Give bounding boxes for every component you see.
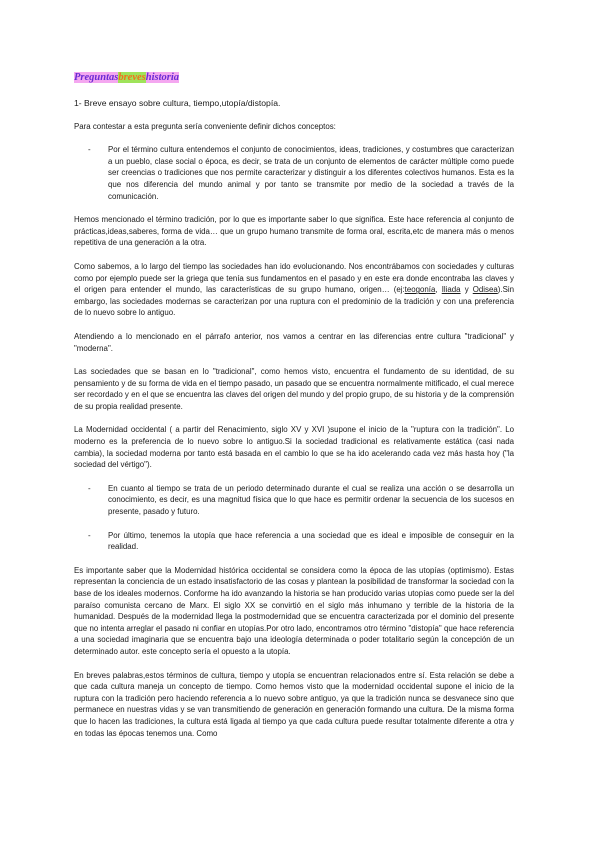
paragraph-atendiendo: Atendiendo a lo mencionado en el párrafo anterior, nos vamos a centrar en las diferencias entre cultura "tradicional" y "moderna".	[74, 331, 514, 353]
paragraph-conclusion: En breves palabras,estos términos de cultura, tiempo y utopía se encuentran relacionados entre sí. Esta relación se debe a que cada cultura maneja un concepto de tiempo. Como hemos visto que la modernidad occidental supone el inicio de la ruptura con la tradición pero haciendo referencia a lo nuevo sobre antiguo, ya que la tradición nunca se desvanece sino que permanece en nuestras vidas y se van transmitiendo de generación en generación formando una cultura. De la misma forma que lo hacen las tradiciones, la cultura está ligada al tiempo ya que cada cultura puede resultar totalmente diferente a otra y en todas las épocas tenemos una. Como	[74, 670, 514, 738]
title-part-historia: historia	[145, 72, 180, 83]
paragraph-evolucion: Como sabemos, a lo largo del tiempo las sociedades han ido evolucionando. Nos encontrábamos con sociedades y culturas como por ejemplo puede ser la griega que tenía sus fundamentos en el pasado y en este era donde encontraba las claves y el origen para entender el mundo, las características de su grupo humano, origen… (ej:teogonía, Iliada y Odisea).Sin embargo, las sociedades modernas se caracterizan por una ruptura con el predominio de la tradición y con una preferencia de lo nuevo sobre lo antiguo.	[74, 261, 514, 318]
bullet-utopia	[88, 530, 514, 553]
question-heading: 1- Breve ensayo sobre cultura, tiempo,utopía/distopía.	[74, 98, 281, 108]
bullet-marker: -	[88, 483, 91, 493]
link-teogonia[interactable]: teogonía	[404, 285, 436, 295]
paragraph-utopias: Es importante saber que la Modernidad histórica occidental se considera como la época de las utopías (optimismo). Estas representan la conciencia de un estado insatisfactorio de las cosas y plantean la posibilidad de transformar la sociedad con la base de los ideales modernos. Conforme ha ido avanzando la historia se han producido varias utopías como puede ser la del paraíso comunista cercano de Marx. El siglo XX se convirtió en el siglo más inhumano y terrible de la historia de la humanidad. Después de la modernidad llega la postmodernidad que se encuentra caracterizada por el dominio del presente que no intenta arreglar el pasado ni confiar en utopías.Por otro lado, encontramos otro término "distopía" que hace referencia a una sociedad imaginaria que se encuentra bajo una ideología determinada o poder totalitario según la concepción de un determinado autor. este concepto sería el opuesto a la utopía.	[74, 565, 514, 656]
bullet-marker: -	[88, 145, 91, 155]
bullet-marker: -	[88, 530, 91, 540]
bullet-tiempo-text: En cuanto al tiempo se trata de un periodo determinado durante el cual se realiza una acción o se desarrolla un conocimiento, es decir, es una magnitud física que lo que hace es permitir ordenar la secuencia de los sucesos en presente, pasado y futuro.	[108, 483, 514, 517]
title-part-preguntas: Preguntas	[74, 72, 119, 83]
paragraph-modernidad: La Modernidad occidental ( a partir del Renacimiento, siglo XV y XVI )supone el inicio de la "ruptura con la tradición". Lo moderno es la preferencia de lo nuevo sobre lo antiguo.Si la sociedad tradicional es relativamente estática (casi nada cambia), la sociedad moderna por tanto está basada en el cambio lo que se ha ido acelerando cada vez más hasta hoy ("la sociedad del vértigo").	[74, 425, 514, 470]
link-iliada[interactable]: Iliada	[441, 285, 461, 295]
bullet-cultura-text: Por el término cultura entendemos el conjunto de conocimientos, ideas, tradiciones, y costumbres que caracterizan a un pueblo, clase social o época, es decir, se trata de un conjunto de elementos de carácter múltiple como puede ser creencias o tradiciones que nos permite caracterizar y distinguir a los diferentes colectivos humanos. Esta es la que nos diferencia del mundo animal y por tanto se transmite por medio de la sociedad a través de la comunicación.	[108, 145, 514, 201]
link-odisea[interactable]: Odisea	[472, 285, 498, 295]
document-title	[74, 72, 514, 86]
intro-paragraph: Para contestar a esta pregunta sería conveniente definir dichos conceptos:	[74, 121, 336, 131]
bullet-cultura	[88, 144, 514, 202]
title-part-breves: breves	[118, 72, 146, 83]
paragraph-tradicional: Las sociedades que se basan en lo "tradicional", como hemos visto, encuentra el fundamento de su identidad, de su pensamiento y de su forma de vida en el tiempo pasado, un pasado que se encuentra normalmente mitificado, el cual merece ser recordado y en el que se encuentra las claves del origen del mundo y del propio grupo, de su historia y de la comprensión de su propia realidad presente.	[74, 367, 514, 411]
bullet-tiempo	[88, 483, 514, 518]
bullet-utopia-text: Por último, tenemos la utopía que hace referencia a una sociedad que es ideal e imposible de conseguir en la realidad.	[108, 530, 514, 552]
paragraph-tradicion: Hemos mencionado el término tradición, por lo que es importante saber lo que significa. Este hace referencia al conjunto de prácticas,ideas,saberes, forma de vida… que un grupo humano transmite de forma oral, escrita,etc de manera más o menos repetitiva de una generación a la otra.	[74, 215, 514, 248]
